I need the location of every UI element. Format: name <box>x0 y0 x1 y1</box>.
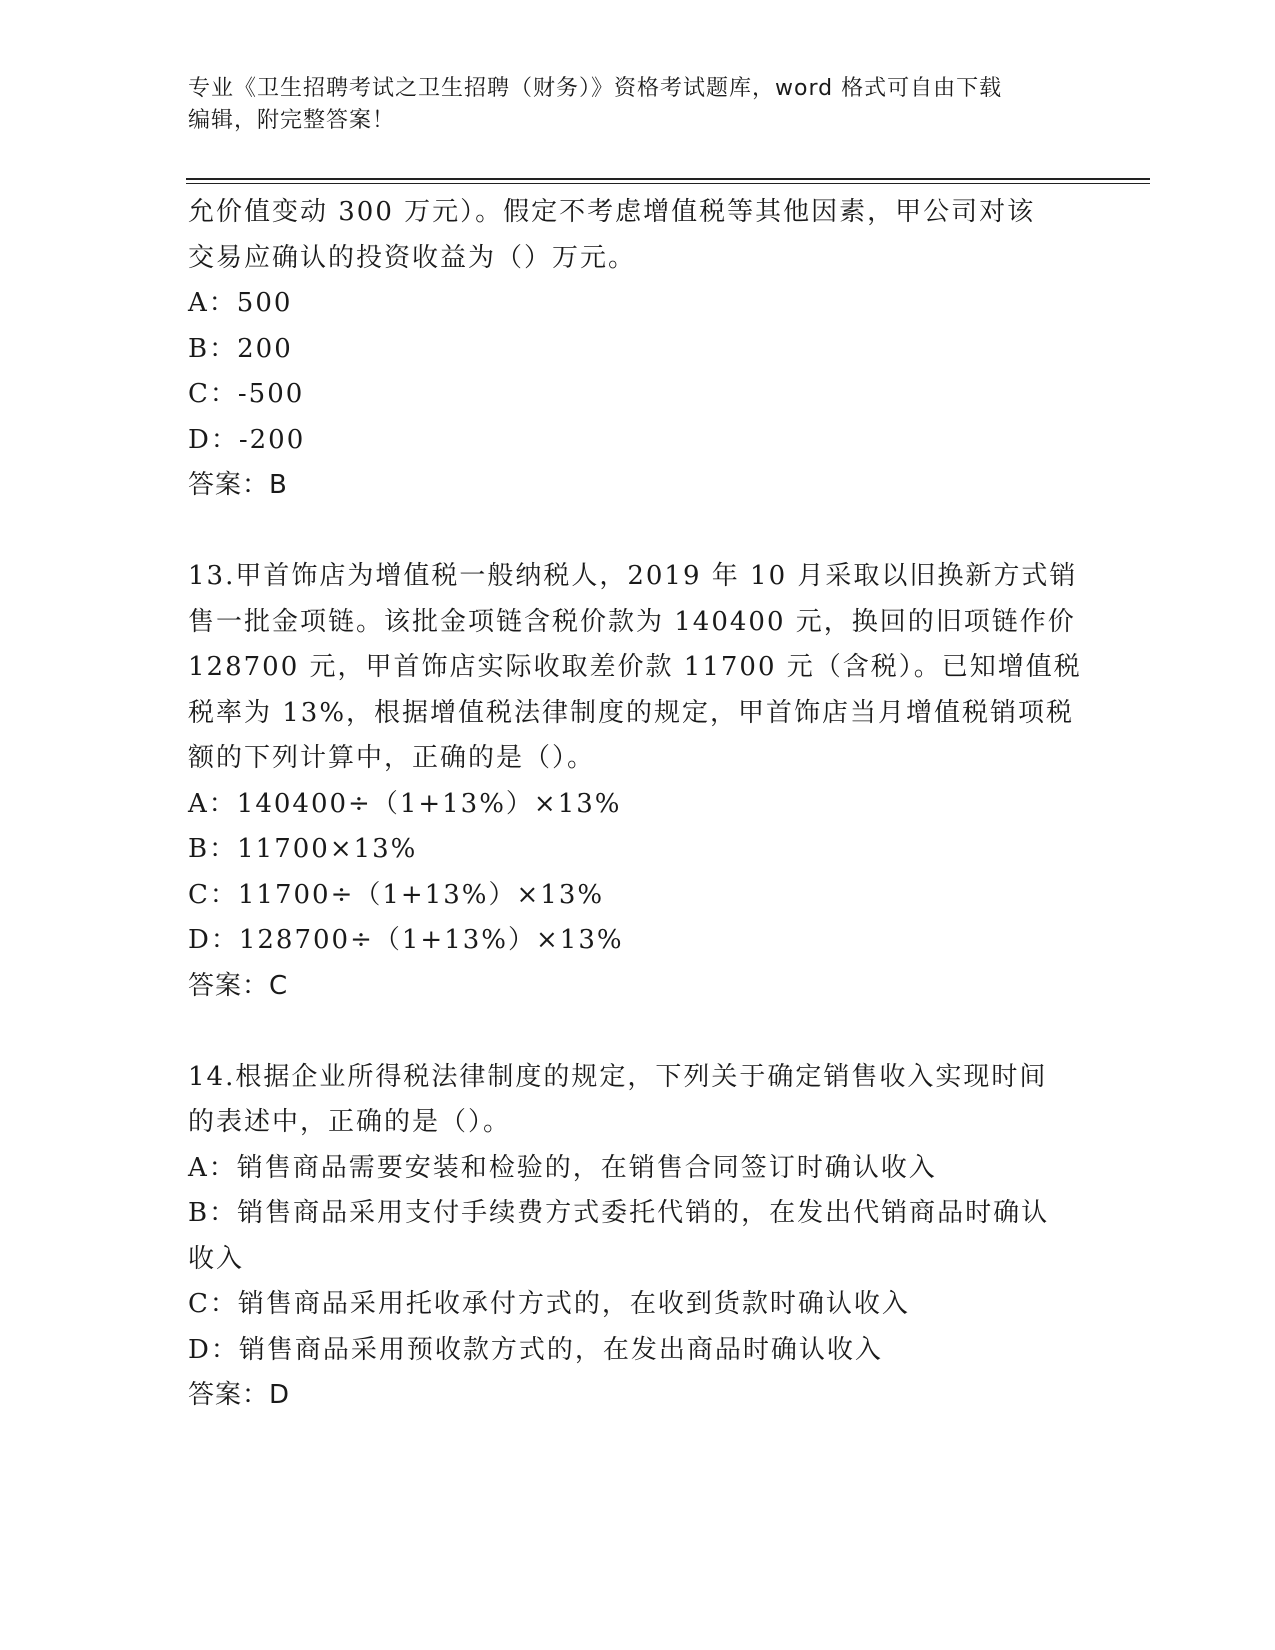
option-c: C：销售商品采用托收承付方式的，在收到货款时确认收入 <box>188 1289 910 1319</box>
header-line-1: 专业《卫生招聘考试之卫生招聘（财务）》资格考试题库，word 格式可自由下载 <box>188 76 1003 101</box>
option-a: A：销售商品需要安装和检验的，在销售合同签订时确认收入 <box>188 1152 937 1183</box>
option-b: B：11700×13% <box>188 834 418 864</box>
header-rule-thick <box>186 178 1150 180</box>
question-text-line: 的表述中，正确的是（）。 <box>188 1107 512 1137</box>
option-b: B：销售商品采用支付手续费方式委托代销的，在发出代销商品时确认 <box>188 1198 1050 1228</box>
option-d: D：128700÷（1+13%）×13% <box>188 925 624 955</box>
document-body <box>188 190 1088 1419</box>
question-12 <box>188 190 1088 509</box>
question-text-line: 允价值变动 300 万元）。假定不考虑增值税等其他因素，甲公司对该 <box>188 197 1036 227</box>
header-line-2: 编辑，附完整答案！ <box>188 108 396 133</box>
page-header <box>188 73 1078 137</box>
question-text-line: 14.根据企业所得税法律制度的规定，下列关于确定销售收入实现时间 <box>188 1061 1048 1092</box>
spacer <box>188 509 1088 555</box>
answer: 答案：D <box>188 1380 291 1410</box>
question-14 <box>188 1055 1088 1419</box>
option-c: C：-500 <box>188 379 305 409</box>
question-text-line: 交易应确认的投资收益为（）万元。 <box>188 242 637 273</box>
option-d: D：-200 <box>188 424 306 455</box>
question-13 <box>188 554 1088 1009</box>
question-text-line: 13.甲首饰店为增值税一般纳税人，2019 年 10 月采取以旧换新方式销 <box>188 561 1078 591</box>
option-a: A：500 <box>188 288 293 318</box>
spacer <box>188 1009 1088 1055</box>
option-d: D：销售商品采用预收款方式的，在发出商品时确认收入 <box>188 1334 883 1365</box>
header-rule-thin <box>186 183 1150 184</box>
question-text-line: 税率为 13%，根据增值税法律制度的规定，甲首饰店当月增值税销项税 <box>188 697 1075 728</box>
option-a: A：140400÷（1+13%）×13% <box>188 788 622 819</box>
option-c: C：11700÷（1+13%）×13% <box>188 879 605 910</box>
question-text-line: 128700 元，甲首饰店实际收取差价款 11700 元（含税）。已知增值税 <box>188 652 1082 682</box>
option-b: B：200 <box>188 333 293 364</box>
answer: 答案：B <box>188 470 288 500</box>
answer: 答案：C <box>188 970 289 1001</box>
option-b-continued: 收入 <box>188 1243 245 1274</box>
question-text-line: 额的下列计算中，正确的是（）。 <box>188 743 596 773</box>
question-text-line: 售一批金项链。该批金项链含税价款为 140400 元，换回的旧项链作价 <box>188 606 1076 637</box>
